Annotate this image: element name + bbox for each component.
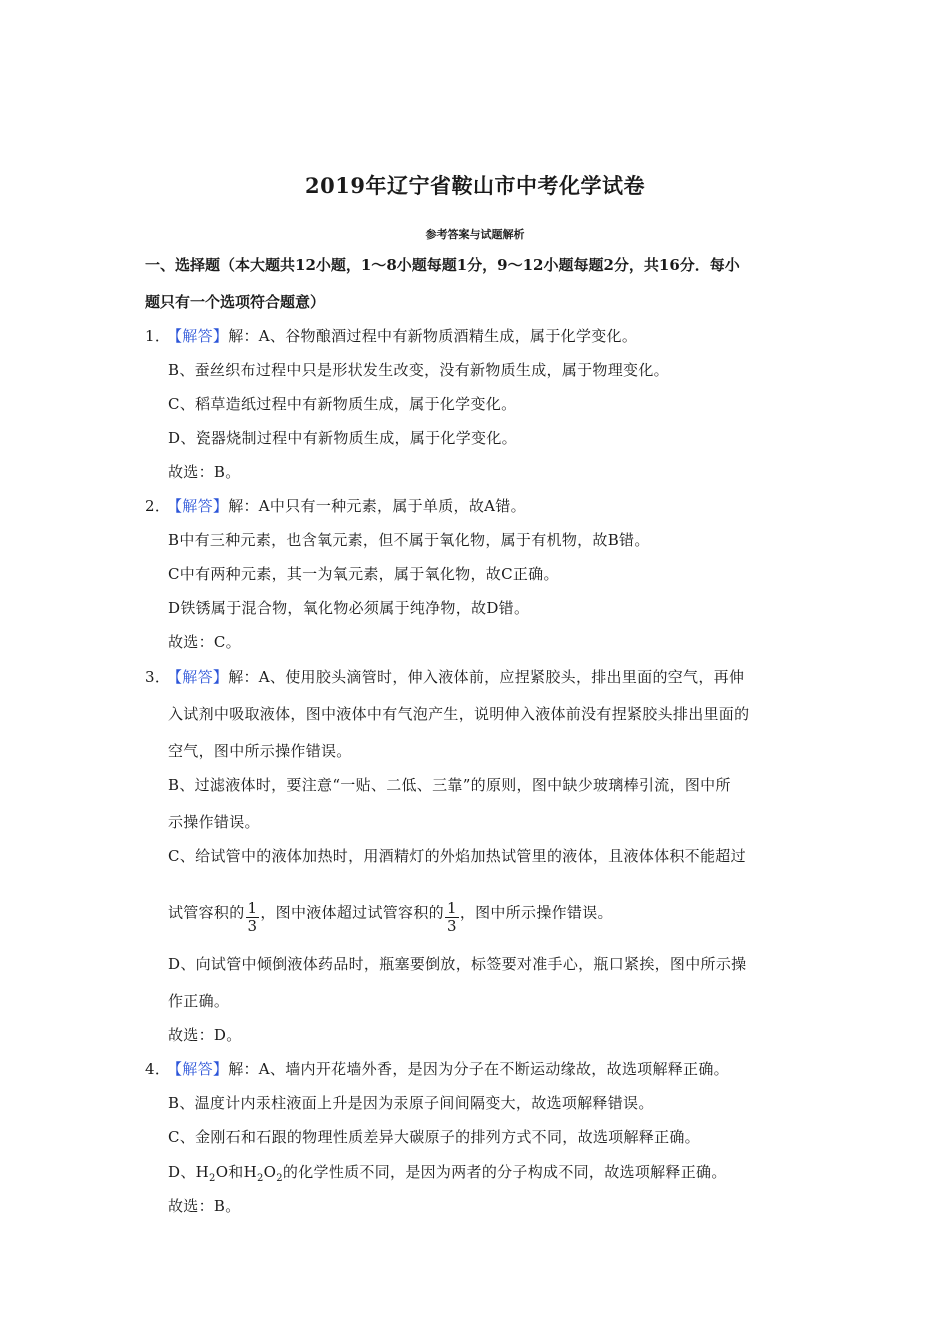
question-1	[145, 325, 637, 346]
question-2	[145, 495, 526, 516]
answer-line: D铁锈属于混合物，氧化物必须属于纯净物，故D错。	[168, 599, 530, 617]
question-number: 4．	[145, 1060, 171, 1078]
fraction-denominator: 3	[446, 917, 457, 935]
answer-line: 示操作错误。	[168, 813, 260, 831]
fraction-one-third	[445, 900, 459, 935]
section-heading-line-1: 一、选择题（本大题共12小题，1～8小题每题1分，9～12小题每题2分，共16分．每小	[145, 256, 740, 274]
answer-tag: 【解答】	[167, 497, 229, 515]
final-answer: 故选：B。	[168, 463, 241, 481]
answer-line: C、给试管中的液体加热时，用酒精灯的外焰加热试管里的液体，且液体体积不能超过	[168, 847, 746, 865]
answer-tag: 【解答】	[167, 1060, 229, 1078]
answer-line: B、蚕丝织布过程中只是形状发生改变，没有新物质生成，属于物理变化。	[168, 361, 669, 379]
question-3	[145, 666, 744, 687]
text-segment: D、H	[168, 1163, 210, 1181]
answer-line: B、温度计内汞柱液面上升是因为汞原子间间隔变大，故选项解释错误。	[168, 1094, 654, 1112]
subscript: 2	[256, 1173, 264, 1184]
answer-line: D、向试管中倾倒液体药品时，瓶塞要倒放，标签要对准手心，瓶口紧挨，图中所示操	[168, 955, 747, 973]
answer-text: 解：A中只有一种元素，属于单质，故A错。	[228, 497, 526, 515]
fraction-denominator: 3	[247, 917, 258, 935]
text-segment: 的化学性质不同，是因为两者的分子构成不同，故选项解释正确。	[282, 1163, 727, 1181]
answer-line: 作正确。	[168, 992, 230, 1010]
fraction-numerator: 1	[446, 899, 457, 917]
document-title: 2019年辽宁省鞍山市中考化学试卷	[305, 173, 645, 198]
final-answer: 故选：D。	[168, 1026, 242, 1044]
answer-line: B、过滤液体时，要注意“一贴、二低、三靠”的原则，图中缺少玻璃棒引流，图中所	[168, 776, 731, 794]
text-segment: ，图中液体超过试管容积的	[260, 903, 444, 922]
answer-line-with-fractions	[168, 896, 613, 935]
answer-line: C中有两种元素，其一为氧元素，属于氧化物，故C正确。	[168, 565, 559, 583]
question-number: 1．	[145, 327, 171, 345]
answer-line: C、稻草造纸过程中有新物质生成，属于化学变化。	[168, 395, 517, 413]
answer-text: 解：A、谷物酿酒过程中有新物质酒精生成，属于化学变化。	[228, 327, 638, 345]
final-answer: 故选：C。	[168, 633, 241, 651]
answer-line: C、金刚石和石跟的物理性质差异大碳原子的排列方式不同，故选项解释正确。	[168, 1128, 700, 1146]
text-segment: 试管容积的	[168, 903, 245, 922]
fraction-numerator: 1	[247, 899, 258, 917]
answer-line: B中有三种元素，也含氧元素，但不属于氧化物，属于有机物，故B错。	[168, 531, 650, 549]
answer-tag: 【解答】	[167, 327, 229, 345]
answer-line-with-formulas	[168, 1161, 727, 1184]
fraction-one-third	[246, 900, 260, 935]
answer-line: 入试剂中吸取液体，图中液体中有气泡产生，说明伸入液体前没有捏紧胶头排出里面的	[168, 705, 750, 723]
answer-line: 空气，图中所示操作错误。	[168, 742, 352, 760]
document-subtitle: 参考答案与试题解析	[425, 228, 525, 241]
answer-line: D、瓷器烧制过程中有新物质生成，属于化学变化。	[168, 429, 517, 447]
text-segment: ，图中所示操作错误。	[459, 903, 613, 922]
question-number: 3．	[145, 668, 171, 686]
question-4	[145, 1058, 729, 1079]
final-answer: 故选：B。	[168, 1197, 241, 1215]
answer-text: 解：A、墙内开花墙外香，是因为分子在不断运动缘故，故选项解释正确。	[228, 1060, 729, 1078]
answer-text: 解：A、使用胶头滴管时，伸入液体前，应捏紧胶头，排出里面的空气，再伸	[228, 668, 745, 686]
text-segment: O	[263, 1163, 277, 1181]
subscript: 2	[276, 1173, 283, 1184]
subscript: 2	[209, 1173, 216, 1184]
question-number: 2．	[145, 497, 171, 515]
text-segment: O和H	[215, 1163, 257, 1181]
answer-tag: 【解答】	[167, 668, 229, 686]
section-heading-line-2: 题只有一个选项符合题意）	[145, 293, 326, 311]
